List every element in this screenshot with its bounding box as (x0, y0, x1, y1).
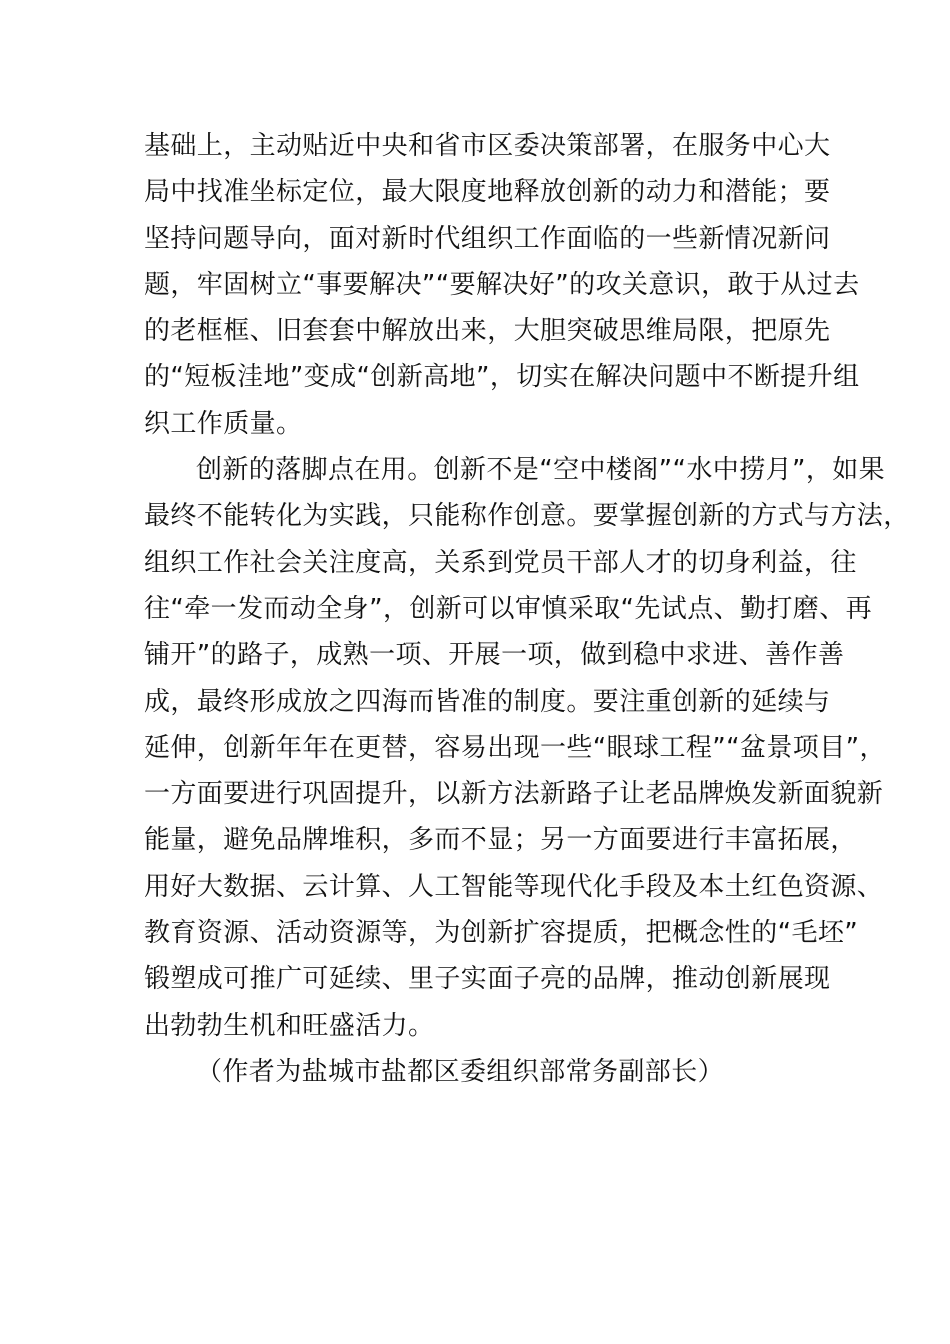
text-line: 教育资源、活动资源等，为创新扩容提质，把概念性的“毛坯” (144, 918, 859, 949)
text-line: 的老框框、旧套套中解放出来，大胆突破思维局限，把原先 (144, 316, 831, 347)
text-line: 织工作质量。 (144, 408, 303, 439)
text-line: 组织工作社会关注度高，关系到党员干部人才的切身利益，往 (144, 547, 857, 578)
text-line: 往“牵一发而动全身”，创新可以审慎采取“先试点、勤打磨、再 (144, 593, 873, 624)
text-line: 一方面要进行巩固提升，以新方法新路子让老品牌焕发新面貌新 (144, 779, 884, 810)
text-line: 能量，避免品牌堆积，多而不显；另一方面要进行丰富拓展， (144, 825, 857, 856)
text-line: 坚持问题导向，面对新时代组织工作面临的一些新情况新问 (144, 223, 831, 254)
text-line: 锻塑成可推广可延续、里子实面子亮的品牌，推动创新展现 (144, 964, 831, 995)
text-line: 题，牢固树立“事要解决”“要解决好”的攻关意识，敢于从过去 (144, 269, 860, 300)
text-line: 的“短板洼地”变成“创新高地”，切实在解决问题中不断提升组 (144, 362, 860, 393)
text-line: 最终不能转化为实践，只能称作创意。要掌握创新的方式与方法， (144, 501, 910, 532)
text-line: 基础上，主动贴近中央和省市区委决策部署，在服务中心大 (144, 131, 831, 161)
paragraph-start-line: 创新的落脚点在用。创新不是“空中楼阁”“水中捞月”，如果 (196, 455, 886, 486)
text-line: 铺开”的路子，成熟一项、开展一项，做到稳中求进、善作善 (144, 640, 845, 671)
text-line: 成，最终形成放之四海而皆准的制度。要注重创新的延续与 (144, 686, 831, 717)
author-note: （作者为盐城市盐都区委组织部常务副部长） (196, 1056, 725, 1087)
text-line: 延伸，创新年年在更替，容易出现一些“眼球工程”“盆景项目”， (144, 732, 886, 763)
text-line: 出勃勃生机和旺盛活力。 (144, 1010, 435, 1041)
text-line: 局中找准坐标定位，最大限度地释放创新的动力和潜能；要 (144, 177, 831, 208)
article-body (144, 123, 910, 1095)
text-line: 用好大数据、云计算、人工智能等现代化手段及本土红色资源、 (144, 871, 884, 902)
